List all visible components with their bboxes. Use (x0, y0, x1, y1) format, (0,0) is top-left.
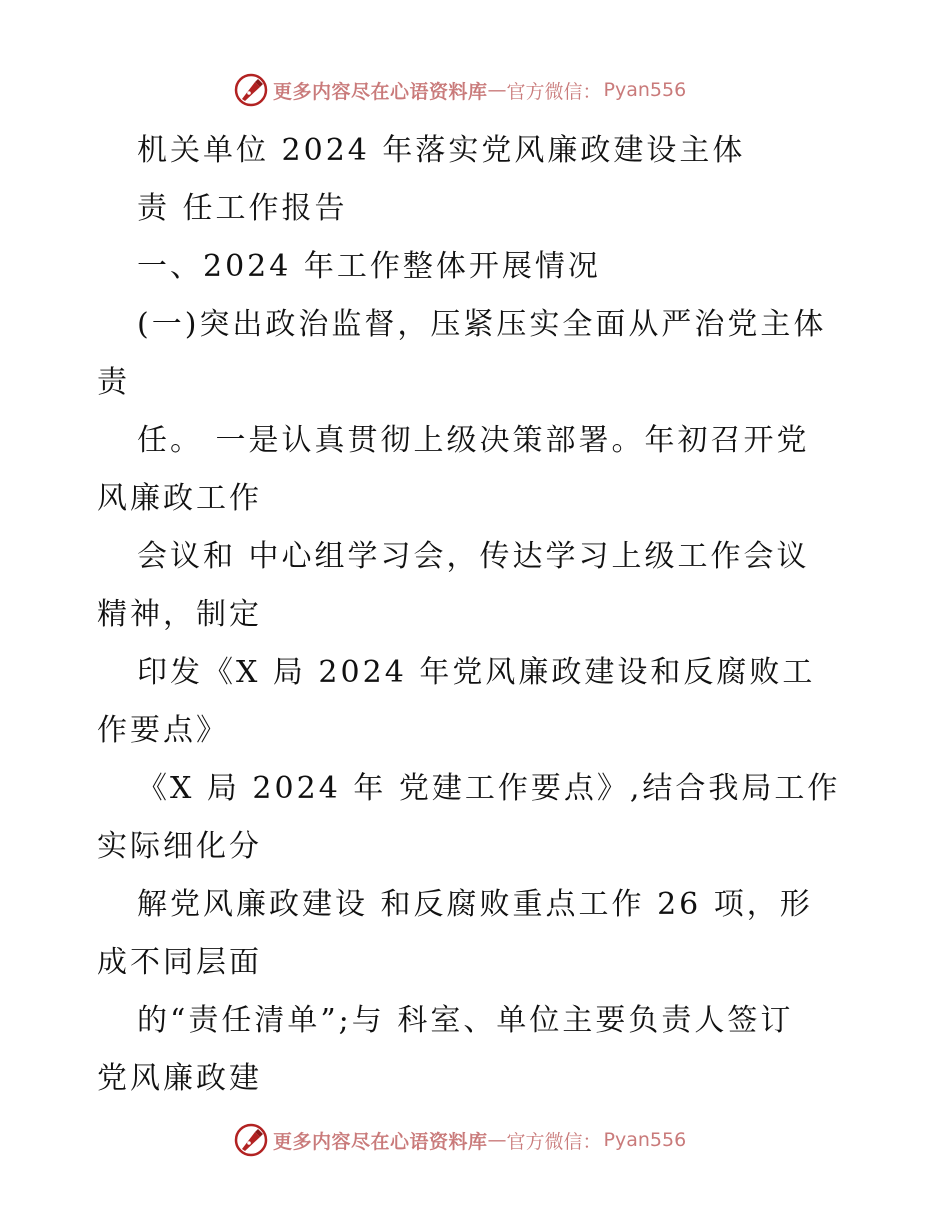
text-line: (一)突出政治监督，压紧压实全面从严治党主体 (137, 307, 827, 342)
text-line: 党风廉政建 (97, 1061, 262, 1096)
text-line: 机关单位 2024 年落实党风廉政建设主体 (137, 133, 746, 168)
watermark-wechat-id: Pyan556 (603, 79, 687, 101)
watermark-wechat-id: Pyan556 (603, 1129, 687, 1151)
text-line: 任。 一是认真贯彻上级决策部署。年初召开党 (137, 423, 810, 458)
watermark-wechat-label: 官方微信： (506, 1130, 602, 1153)
watermark-dash: — (487, 79, 507, 101)
watermark-dash: — (487, 1129, 507, 1151)
watermark-text: 更多内容尽在心语资料库 (273, 1130, 488, 1153)
text-line: 的“责任清单”;与 科室、单位主要负责人签订 (137, 1003, 794, 1038)
text-line: 印发《X 局 2024 年党风廉政建设和反腐败工 (137, 655, 816, 690)
text-line: 一、2024 年工作整体开展情况 (137, 249, 601, 284)
text-line: 作要点》 (97, 713, 229, 748)
text-line: 风廉政工作 (97, 481, 262, 516)
text-line: 实际细化分 (97, 829, 262, 864)
footer-watermark (233, 1120, 686, 1160)
pen-nib-logo-icon (233, 72, 269, 108)
text-line: 精神，制定 (97, 597, 262, 632)
watermark-wechat-label: 官方微信： (506, 80, 602, 103)
text-line: 成不同层面 (97, 945, 262, 980)
text-line: 责 (97, 365, 130, 400)
text-line: 会议和 中心组学习会，传达学习上级工作会议 (137, 539, 810, 574)
text-line: 解党风廉政建设 和反腐败重点工作 26 项，形 (137, 887, 813, 922)
text-line: 《X 局 2024 年 党建工作要点》,结合我局工作 (137, 771, 841, 806)
header-watermark (233, 70, 686, 110)
document-body (97, 122, 857, 1108)
text-line: 责 任工作报告 (137, 191, 348, 226)
pen-nib-logo-icon (233, 1122, 269, 1158)
watermark-text: 更多内容尽在心语资料库 (273, 80, 488, 103)
